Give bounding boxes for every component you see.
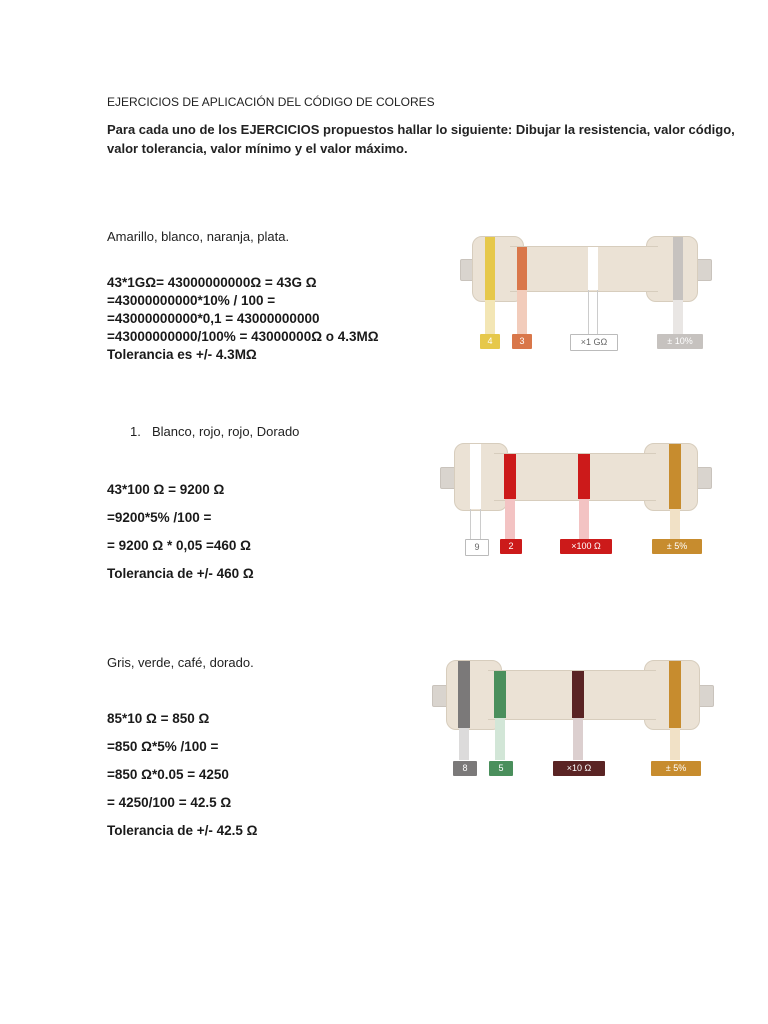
band-1-stem <box>470 509 481 539</box>
exercise-2-line: Tolerancia de +/- 460 Ω <box>107 566 254 581</box>
exercise-3-line: 85*10 Ω = 850 Ω <box>107 711 210 726</box>
digit-chip-1: 4 <box>480 334 500 349</box>
band-4-gold <box>669 444 681 509</box>
exercise-3-heading: Gris, verde, café, dorado. <box>107 655 254 670</box>
exercise-1-heading: Amarillo, blanco, naranja, plata. <box>107 229 290 244</box>
band-4-stem <box>670 509 680 539</box>
exercise-1-line: 43*1GΩ= 43000000000Ω = 43G Ω <box>107 275 317 290</box>
list-number: 1. <box>130 424 141 439</box>
band-1-stem <box>459 728 469 760</box>
band-2-orange <box>517 247 527 290</box>
band-3-white <box>588 247 598 290</box>
band-3-brown <box>572 671 584 718</box>
band-3-red <box>578 454 590 499</box>
exercise-1-line: =43000000000/100% = 43000000Ω o 4.3MΩ <box>107 329 379 344</box>
resistor-lead-right <box>696 259 712 281</box>
resistor-3-diagram <box>432 658 712 783</box>
band-4-gold <box>669 661 681 728</box>
band-2-green <box>494 671 506 718</box>
band-4-stem <box>670 728 680 760</box>
exercise-2-line: = 9200 Ω * 0,05 =460 Ω <box>107 538 252 553</box>
exercise-1-line: =43000000000*0,1 = 43000000000 <box>107 311 320 326</box>
band-4-stem <box>673 300 683 334</box>
tolerance-chip: ± 10% <box>657 334 703 349</box>
exercise-3-line: Tolerancia de +/- 42.5 Ω <box>107 823 258 838</box>
digit-chip-1: 9 <box>465 539 489 556</box>
band-4-silver <box>673 237 683 300</box>
resistor-1-diagram <box>460 232 710 357</box>
band-1-white <box>470 444 481 509</box>
exercise-2-heading: Blanco, rojo, rojo, Dorado <box>152 424 300 439</box>
tolerance-chip: ± 5% <box>652 539 702 554</box>
resistor-2-diagram <box>440 440 710 565</box>
digit-chip-2: 2 <box>500 539 522 554</box>
band-3-stem <box>588 290 598 334</box>
band-1-stem <box>485 300 495 334</box>
resistor-body <box>510 246 658 292</box>
band-3-stem <box>579 499 589 539</box>
band-1-gray <box>458 661 470 728</box>
exercise-1-line: Tolerancia es +/- 4.3MΩ <box>107 347 257 362</box>
digit-chip-1: 8 <box>453 761 477 776</box>
exercise-2-line: =9200*5% /100 = <box>107 510 212 525</box>
digit-chip-2: 5 <box>489 761 513 776</box>
exercise-3-line: =850 Ω*0.05 = 4250 <box>107 767 229 782</box>
intro-line-1: Para cada uno de los EJERCICIOS propuestos hallar lo siguiente: Dibujar la resistencia, valor código, <box>107 122 735 137</box>
resistor-body <box>494 453 656 501</box>
band-1-yellow <box>485 237 495 300</box>
exercise-3-line: =850 Ω*5% /100 = <box>107 739 219 754</box>
intro-line-2: valor tolerancia, valor mínimo y el valor máximo. <box>107 141 408 156</box>
exercise-2-line: 43*100 Ω = 9200 Ω <box>107 482 225 497</box>
multiplier-chip: ×100 Ω <box>560 539 612 554</box>
band-2-stem <box>495 718 505 760</box>
multiplier-chip: ×10 Ω <box>553 761 605 776</box>
band-2-stem <box>517 290 527 334</box>
digit-chip-2: 3 <box>512 334 532 349</box>
exercise-1-line: =43000000000*10% / 100 = <box>107 293 276 308</box>
band-2-stem <box>505 499 515 539</box>
multiplier-chip: ×1 GΩ <box>570 334 618 351</box>
band-2-red <box>504 454 516 499</box>
tolerance-chip: ± 5% <box>651 761 701 776</box>
exercise-3-line: = 4250/100 = 42.5 Ω <box>107 795 232 810</box>
document-title: EJERCICIOS DE APLICACIÓN DEL CÓDIGO DE COLORES <box>107 95 435 109</box>
band-3-stem <box>573 718 583 760</box>
